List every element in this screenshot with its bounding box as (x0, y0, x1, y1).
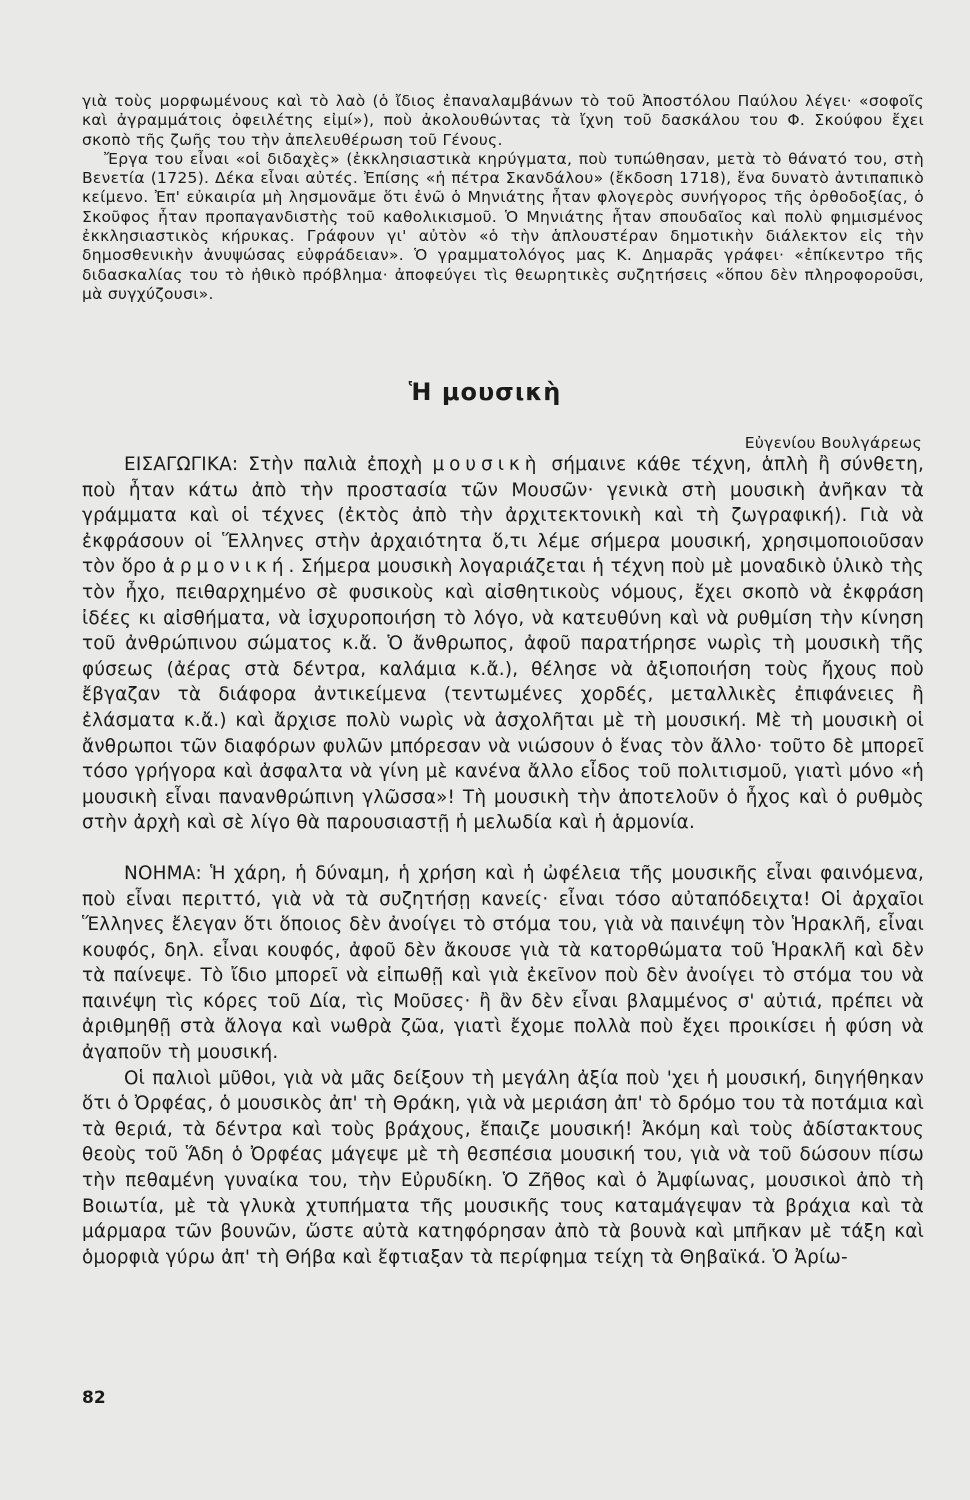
paragraph: Ἔργα του εἶναι «οἱ διδαχὲς» (ἐκκλησιαστικὰ κηρύγματα, ποὺ τυπώθησαν, μετὰ τὸ θάνατό του, στὴ Βενετία (1725). Δέκα εἶναι αὐτές. Ἐπίσης «ἡ πέτρα Σκανδάλου» (ἔκδοση 1718), ἕνα δυνατὸ ἀντιπαπικὸ κείμενο. Ἐπ' εὐκαιρία μὴ λησμονᾶμε ὅτι ἐνῶ ὁ Μηνιάτης ἦταν φλογερὸς συνήγορος τῆς ὀρθοδοξίας, ὁ Σκοῦφος ἦταν προπαγανδιστὴς τοῦ καθολικισμοῦ. Ὁ Μηνιάτης ἦταν σπουδαῖος καὶ πολὺ φημισμένος ἐκκλησιαστικὸς κήρυκας. Γράφουν γι' αὐτὸν «ὁ τὴν ἁπλουστέραν δημοτικὴν διάλεκτον εἰς τὴν δημοσθενικὴν ἀνυψώσας εὐφράδειαν». Ὁ γραμματολόγος μας Κ. Δημαρᾶς γράφει· «ἐπίκεντρο τῆς διδασκαλίας του τὸ ἠθικὸ πρόβλημα· ἀποφεύγει τὶς θεωρητικὲς συζητήσεις «ὅπου δὲν πληροφοροῦσι, μὰ συγχύζουσι». (82, 149, 924, 303)
section-title: Ἡ μουσικὴ (408, 378, 562, 406)
paragraph: Οἱ παλιοὶ μῦθοι, γιὰ νὰ μᾶς δείξουν τὴ μεγάλη ἀξία ποὺ 'χει ἡ μουσική, διηγήθηκαν ὅτι ὁ Ὀρφέας, ὁ μουσικὸς ἀπ' τὴ Θράκη, γιὰ νὰ μεριάση ἀπ' τὸ δρόμο του τὰ ποτάμια καὶ τὰ θεριά, τὰ δέντρα καὶ τοὺς βράχους, ἔπαιζε μουσική! Ἀκόμη καὶ τοὺς ἀδίστακτους θεοὺς τοῦ Ἅδη ὁ Ὀρφέας μάγεψε μὲ τὴ θεσπέσια μουσική του, γιὰ νὰ τοῦ δώσουν πίσω τὴν πεθαμένη γυναίκα του, τὴν Εὐρυδίκη. Ὁ Ζῆθος καὶ ὁ Ἀμφίωνας, μουσικοὶ ἀπὸ τὴ Βοιωτία, μὲ τὰ γλυκὰ χτυπήματα τῆς μουσικῆς τους καταμάγεψαν τὰ βράχια καὶ τὰ μάρμαρα τῶν βουνῶν, ὥστε αὐτὰ κατηφόρησαν ἀπὸ τὰ βουνὰ καὶ μπῆκαν μὲ τάξη καὶ ὁμορφιὰ γύρω ἀπ' τὴ Θήβα καὶ ἔφτιαξαν τὰ περίφημα τείχη τὰ Θηβαϊκά. Ὁ Ἀρίω- (82, 1067, 924, 1268)
text-run: Ἡ χάρη, ἡ δύναμη, ἡ χρήση καὶ ἡ ὠφέλεια τῆς μουσικῆς εἶναι φαινόμενα, ποὺ εἶναι περιττό, γιὰ νὰ τὰ συζητήσῃ κανείς· εἶναι τόσο αὐταπόδειχτα! Οἱ ἀρχαῖοι Ἕλληνες ἔλεγαν ὅτι ὅποιος δὲν ἀνοίγει τὸ στόμα του, γιὰ νὰ παινέψη τὸν Ἡρακλῆ, εἶναι κουφός, δηλ. εἶναι κουφός, ἀφοῦ δὲν ἄκουσε γιὰ τὰ κατορθώματα τοῦ Ἡρακλῆ καὶ δὲν τὰ παίνεψε. Τὸ ἴδιο μπορεῖ νὰ εἰπωθῇ καὶ γιὰ ἐκεῖνον ποὺ δὲν ἀνοίγει τὸ στόμα του νὰ παινέψη τὶς κόρες τοῦ Δία, τὶς Μοῦσες· ἢ ἂν δὲν εἶναι βλαμμένος σ' αὐτιά, πρέπει νὰ ἀριθμηθῇ στὰ ἄλογα καὶ νωθρὰ ζῶα, γιατὶ ἔχομε πολλὰ ποὺ ἔχει προικίσει ἡ φύση νὰ ἀγαποῦν τὴ μουσική. (82, 862, 924, 1064)
previous-section-text (82, 92, 924, 304)
page-number: 82 (82, 1388, 106, 1408)
emphasized-word: ἁρμονική (162, 556, 289, 578)
paragraph: γιὰ τοὺς μορφωμένους καὶ τὸ λαὸ (ὁ ἴδιος ἐπαναλαμβάνων τὸ τοῦ Ἀποστόλου Παύλου λέγει· «σοφοῖς καὶ ἀγραμμάτοις ὀφειλέτης εἰμί»), ποὺ ἀκολουθώντας τὰ ἴχνη τοῦ δασκάλου του Φ. Σκούφου ἔχει σκοπὸ τῆς ζωῆς του τὴν ἀπελευθέρωση τοῦ Γένους. (82, 92, 924, 149)
emphasized-word: μουσικὴ (432, 454, 542, 475)
main-text (82, 452, 924, 1270)
text-run: . Σήμερα μουσικὴ λογαριάζεται ἡ τέχνη ποὺ μὲ μοναδικὸ ὑλικὸ τὴς τὸν ἦχο, πειθαρχημένο σὲ φυσικοὺς καὶ αἰσθητικοὺς νόμους, ἔχει σκοπὸ νὰ ἐκφράση ἰδέες κι αἰσθήματα, νὰ ἰσχυροποιήση τὸ λόγο, νὰ κατευθύνη καὶ νὰ ρυθμίση τὴν κίνηση τοῦ ἀνθρώπινου σώματος κ.ἄ. Ὁ ἄνθρωπος, ἀφοῦ παρατήρησε νωρὶς τὴ μουσικὴ τῆς φύσεως (ἀέρας στὰ δέντρα, καλάμια κ.ἄ.), θέλησε νὰ ἀξιοποιήση τοὺς ἤχους ποὺ ἔβγαζαν τὰ διάφορα ἀντικείμενα (τεντωμένες χορδές, μεταλλικὲς ἐπιφάνειες ἢ ἐλάσματα κ.ἄ.) καὶ ἄρχισε πολὺ νωρὶς νὰ ἀσχολῆται μὲ τὴ μουσική. Μὲ τὴ μουσικὴ οἱ ἄνθρωποι τῶν διαφόρων φυλῶν μπόρεσαν νὰ νιώσουν ὁ ἕνας τὸν ἄλλο· τοῦτο δὲ μπορεῖ τόσο γρήγορα καὶ ἀσφαλτα νὰ γίνη μὲ κανένα ἄλλο εἶδος τοῦ πολιτισμοῦ, γιατὶ μόνο «ἡ μουσικὴ εἶναι πανανθρώπινη γλῶσσα»! Τὴ μουσικὴ τὴν ἀποτελοῦν ὁ ἦχος καὶ ὁ ρυθμὸς στὴν ἀρχὴ καὶ σὲ λίγο θὰ παρουσιαστῇ ἡ μελωδία καὶ ἡ ἁρμονία. (82, 556, 924, 834)
intro-paragraph (82, 452, 924, 836)
author-name: Εὐγενίου Βουλγάρεως (744, 434, 922, 452)
noima-paragraph (82, 861, 924, 1066)
noima-label: ΝΟΗΜΑ: (124, 862, 202, 884)
intro-label: ΕΙΣΑΓΩΓΙΚΑ: (124, 454, 239, 475)
text-run: Στὴν παλιὰ ἐποχὴ (238, 454, 433, 475)
text-run: σήμαινε κάθε τέχνη, ἁπλὴ ἢ σύνθετη, ποὺ ἦταν κάτω ἀπὸ τὴν προστασία τῶν Μουσῶν· γενικὰ στὴ μουσικὴ ἀνῆκαν τὰ γράμματα καὶ οἱ τέχνες (ἐκτὸς ἀπὸ τὴν ἀρχιτεκτονικὴ καὶ τὴ ζωγραφική). Γιὰ νὰ ἐκφράσουν οἱ Ἕλληνες στὴν ἀρχαιότητα ὅ,τι λέμε σήμερα μουσική, χρησιμοποιοῦσαν τὸν ὅρο (82, 454, 924, 578)
